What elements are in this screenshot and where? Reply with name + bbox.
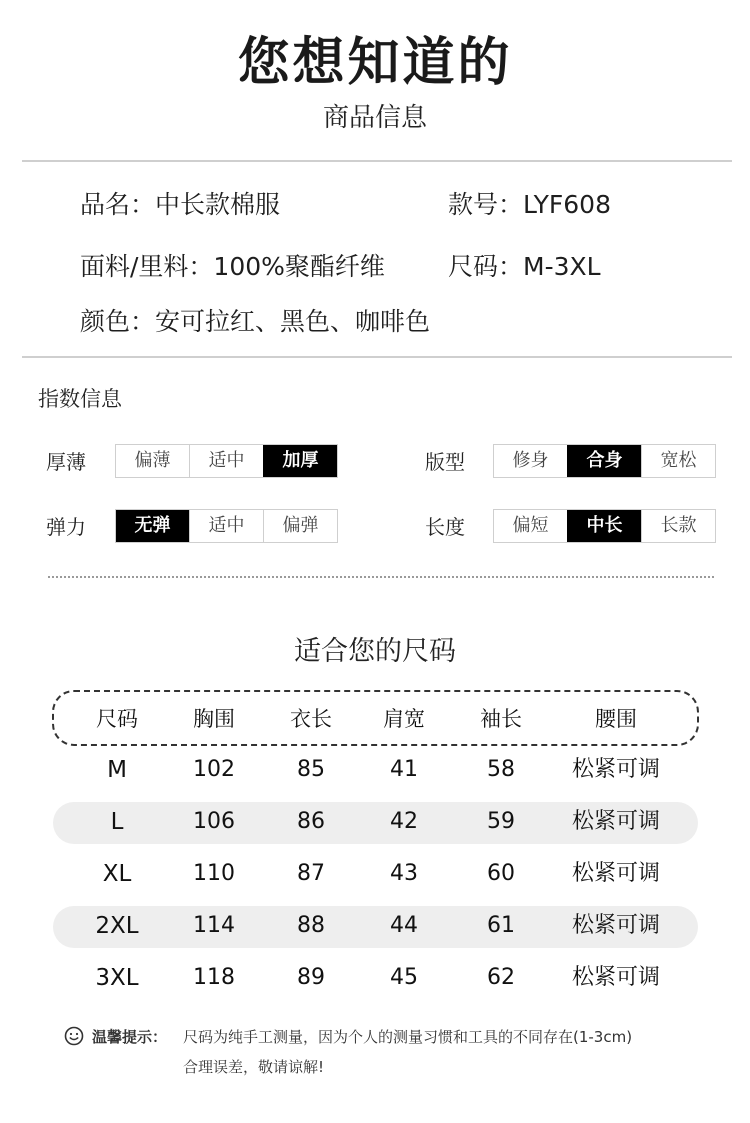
size-chart-column-header: 衣长 [290,707,332,731]
size-chart-size-cell: M [107,757,127,783]
size-chart-title: 适合您的尺码 [294,636,456,667]
size-chart-cell: 42 [390,809,418,834]
size-chart-column-header: 胸围 [193,707,235,731]
thickness-option-medium: 适中 [189,445,263,477]
size-chart-cell: 102 [193,757,235,782]
size-chart-cell: 118 [193,965,235,990]
fit-option-slim: 修身 [512,450,549,471]
elasticity-label: 弹力 [46,515,86,539]
elasticity-option-stretchy: 偏弹 [263,510,337,542]
size-chart-size-cell: XL [102,861,132,887]
size-chart-cell: 114 [193,913,235,938]
size-range: 尺码：M-3XL [448,252,601,281]
material: 面料/里料：100%聚酯纤维 [80,252,385,281]
size-chart-cell: 61 [487,913,515,938]
size-chart-cell: 松紧可调 [571,965,660,990]
size-chart-cell: 松紧可调 [571,861,660,886]
size-chart-cell: 松紧可调 [571,913,660,938]
length-option-mid: 中长 [567,510,641,542]
size-chart-cell: 43 [390,861,418,886]
size-chart-cell: 110 [193,861,235,886]
index-info-title: 指数信息 [38,387,122,411]
elasticity-option-medium: 适中 [189,510,263,542]
size-chart-cell: 58 [487,757,515,782]
fit-selector [493,444,716,478]
length-selector [493,509,716,543]
page-subtitle: 商品信息 [322,103,427,133]
size-chart-cell: 44 [390,913,418,938]
tip-label: 温馨提示： [92,1028,168,1046]
elasticity-option-none: 无弹 [116,510,189,542]
size-chart-cell: 41 [390,757,418,782]
divider-top [22,160,732,162]
size-chart-column-header: 尺码 [96,707,138,731]
elasticity-selector [115,509,338,543]
size-chart-cell: 89 [297,965,325,990]
fit-option-regular: 合身 [567,445,641,477]
divider-middle [22,356,732,358]
size-chart-cell: 松紧可调 [571,757,660,782]
product-name: 品名：中长款棉服 [80,190,281,219]
size-chart-column-header: 肩宽 [383,707,425,731]
size-chart-cell: 86 [297,809,325,834]
size-chart-cell: 87 [297,861,325,886]
length-option-long: 长款 [641,510,715,542]
length-label: 长度 [425,515,465,539]
size-chart-cell: 60 [487,861,515,886]
thickness-selector [115,444,338,478]
tip-text-line2: 合理误差，敬请谅解! [183,1058,325,1076]
size-chart-cell: 松紧可调 [571,809,660,834]
thickness-option-thin: 偏薄 [134,450,171,471]
fit-label: 版型 [425,450,465,474]
size-chart-size-cell: L [110,809,124,835]
size-chart-size-cell: 3XL [95,965,139,991]
page-title: 您想知道的 [237,33,513,93]
smile-icon [64,1026,84,1046]
thickness-label: 厚薄 [46,450,86,474]
size-chart-column-header: 袖长 [480,707,522,731]
length-option-short: 偏短 [512,515,549,536]
dotted-divider [48,576,714,578]
tip-text-line1: 尺码为纯手工测量，因为个人的测量习惯和工具的不同存在(1-3cm) [183,1028,633,1046]
size-chart-cell: 62 [487,965,515,990]
fit-option-loose: 宽松 [641,445,715,477]
size-chart-cell: 59 [487,809,515,834]
size-chart-size-cell: 2XL [95,913,139,939]
size-chart-cell: 85 [297,757,325,782]
colors: 颜色：安可拉红、黑色、咖啡色 [80,307,431,336]
style-number: 款号：LYF608 [448,190,611,219]
size-chart-cell: 106 [193,809,235,834]
thickness-option-thick: 加厚 [263,445,337,477]
size-chart-cell: 88 [297,913,325,938]
size-chart-cell: 45 [390,965,418,990]
size-chart-column-header: 腰围 [595,707,637,731]
